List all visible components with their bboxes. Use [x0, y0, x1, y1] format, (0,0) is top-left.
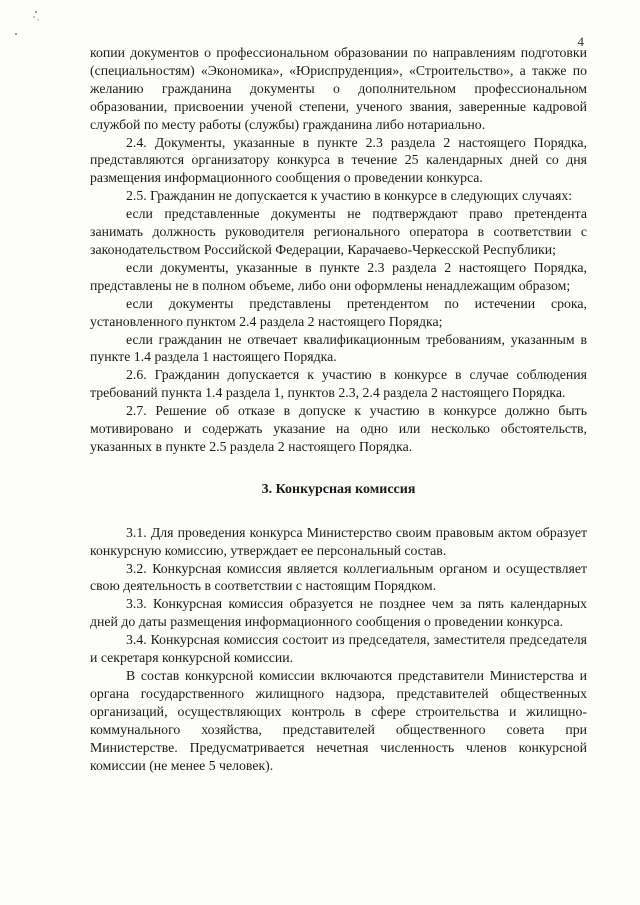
- scan-specks: [14, 8, 44, 38]
- paragraph: 3.2. Конкурсная комиссия является коллегиальным органом и осуществляет свою деятельность в соответствии с настоящим Порядком.: [90, 560, 587, 594]
- paragraph: 3.1. Для проведения конкурса Министерство своим правовым актом образует конкурсную комиссию, утверждает ее персональный состав.: [90, 524, 587, 558]
- paragraph: 3.4. Конкурсная комиссия состоит из председателя, заместителя председателя и секретаря конкурсной комиссии.: [90, 632, 587, 666]
- paragraph: В состав конкурсной комиссии включаются представители Министерства и органа государственного жилищного надзора, представителей общественных организаций, осуществляющих контроль в сфере строительства и жилищно-коммунального хозяйства, представителей общественного совета при Министерстве. Предусматривается нечетная численность членов конкурсной комиссии (не менее 5 человек).: [90, 668, 587, 773]
- paragraph: 2.7. Решение об отказе в допуске к участию в конкурсе должно быть мотивировано и содержать указание на одно или несколько обстоятельств, указанных в пункте 2.5 раздела 2 настоящего Порядка.: [90, 403, 587, 454]
- document-body: [90, 44, 587, 774]
- section-title: 3. Конкурсная комиссия: [261, 481, 416, 497]
- section-2-continuation: [90, 44, 587, 456]
- paragraph: если представленные документы не подтверждают право претендента занимать должность руководителя регионального оператора в соответствии с законодательством Российской Федерации, Карачаево-Черкесской Республики;: [90, 206, 587, 257]
- paragraph: если документы представлены претендентом по истечении срока, установленного пунктом 2.4 раздела 2 настоящего Порядка;: [90, 295, 587, 329]
- paragraph: если гражданин не отвечает квалификационным требованиям, указанным в пункте 1.4 раздела 1 настоящего Порядка.: [90, 331, 587, 365]
- paragraph: 2.6. Гражданин допускается к участию в конкурсе в случае соблюдения требований пункта 1.4 раздела 1, пунктов 2.3, 2.4 раздела 2 настоящего Порядка.: [90, 367, 587, 401]
- page-number: 4: [577, 34, 584, 49]
- paragraph: 2.5. Гражданин не допускается к участию в конкурсе в следующих случаях:: [126, 188, 573, 204]
- paragraph: копии документов о профессиональном образовании по направлениям подготовки (специальностям) «Экономика», «Юриспруденция», «Строительство», а также по желанию гражданина документы о дополнительном профессиональном образовании, присвоении ученой степени, ученого звания, заверенные кадровой службой по месту работы (службы) гражданина либо нотариально.: [90, 45, 587, 132]
- paragraph: если документы, указанные в пункте 2.3 раздела 2 настоящего Порядка, представлены не в полном объеме, либо они оформлены ненадлежащим образом;: [90, 259, 587, 293]
- paragraph: 2.4. Документы, указанные в пункте 2.3 раздела 2 настоящего Порядка, представляются организатору конкурса в течение 25 календарных дней со дня размещения информационного сообщения о проведении конкурса.: [90, 134, 587, 186]
- section-3-body: [90, 524, 587, 775]
- paragraph: 3.3. Конкурсная комиссия образуется не позднее чем за пять календарных дней до даты размещения информационного сообщения о проведении конкурса.: [90, 596, 587, 630]
